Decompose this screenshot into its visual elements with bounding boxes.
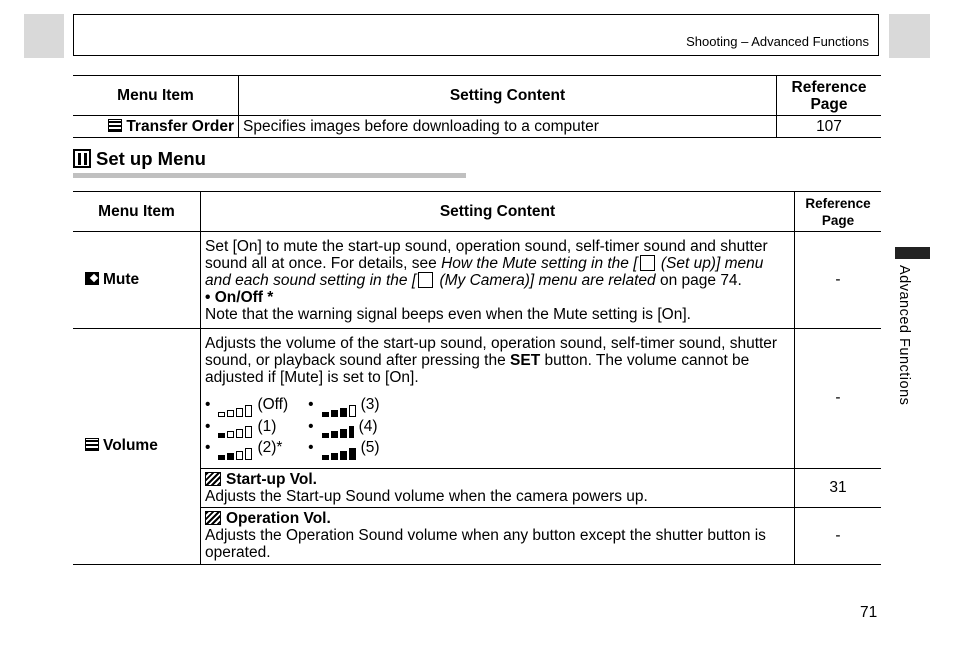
bullet: •: [205, 396, 211, 413]
my-camera-icon: [418, 272, 433, 288]
bullet: •: [308, 417, 314, 435]
volume-level-5-icon: [322, 439, 358, 460]
mute-italic-a: How the Mute setting in the [: [441, 255, 638, 272]
menu-item-label: Transfer Order: [126, 117, 234, 135]
startup-desc: Adjusts the Start-up Sound volume when the camera powers up.: [205, 487, 648, 505]
side-tab-label: Advanced Functions: [896, 265, 912, 406]
startup-title: Start-up Vol.: [226, 470, 317, 488]
transfer-table: [73, 75, 881, 138]
menu-item-label: Mute: [103, 271, 140, 288]
side-tab-marker: [895, 247, 930, 259]
table-row: [73, 116, 881, 138]
mute-icon: [85, 272, 99, 285]
section-underline: [73, 173, 466, 178]
setting-content-cell: [201, 232, 795, 329]
setup-menu-icon: [640, 255, 655, 271]
mute-text-b: on page 74.: [655, 272, 742, 289]
setup-menu-icon: [73, 149, 91, 168]
list-item: [205, 438, 288, 460]
reference-page-cell: -: [795, 232, 882, 329]
volume-level-3-icon: [322, 396, 358, 417]
level-label: (Off): [257, 396, 289, 413]
corner-tab-left: [24, 14, 64, 58]
bullet: •: [205, 417, 211, 435]
level-label: (4): [358, 417, 378, 435]
section-title-text: Set up Menu: [96, 148, 206, 169]
corner-tab-right: [889, 14, 930, 58]
list-item: [308, 438, 379, 460]
section-title: [73, 148, 206, 170]
level-label: (3): [360, 396, 380, 413]
col-reference-page: Reference Page: [777, 76, 882, 116]
col-setting-content: Setting Content: [201, 192, 795, 232]
page-number: 71: [860, 604, 878, 621]
reference-page-cell: 107: [777, 116, 882, 138]
volume-icon: [85, 438, 99, 451]
level-label: (2)*: [257, 439, 283, 456]
volume-text-a: Adjusts the volume of the start-up sound, operation sound, self-timer sound, shutter sound, or playback sound after pressing the: [205, 335, 778, 369]
operation-vol-icon: [205, 511, 221, 525]
reference-page-cell: -: [795, 329, 882, 469]
header-text: Shooting – Advanced Functions: [686, 34, 869, 49]
set-word: SET: [510, 352, 541, 369]
menu-item-cell: [73, 232, 201, 329]
volume-levels-left: [205, 395, 288, 460]
volume-levels: [205, 395, 790, 460]
transfer-order-icon: [108, 119, 122, 132]
list-item: [205, 395, 288, 417]
volume-text-b: button. The volume cannot be adjusted if [Mute] is set to [On].: [205, 352, 750, 386]
mute-note: Note that the warning signal beeps even when the Mute setting is [On].: [205, 306, 691, 323]
operation-title: Operation Vol.: [226, 509, 331, 527]
startup-title-line: [205, 471, 790, 488]
col-menu-item: Menu Item: [73, 192, 201, 232]
reference-page-cell: 31: [795, 468, 882, 507]
setting-content-cell: [201, 507, 795, 564]
volume-level-1-icon: [218, 418, 254, 439]
level-label: (5): [360, 439, 380, 456]
level-label: (1): [257, 417, 277, 435]
setting-content-cell: Specifies images before downloading to a computer: [239, 116, 777, 138]
menu-item-cell: [73, 329, 201, 565]
list-item: [205, 417, 288, 439]
col-menu-item: Menu Item: [73, 76, 239, 116]
volume-level-2-icon: [218, 439, 254, 460]
list-item: [308, 395, 379, 417]
list-item: [308, 417, 379, 439]
mute-text-a: Set [On] to mute the start-up sound, operation sound, self-timer sound and shutter sound all at once. For details, see: [205, 238, 768, 272]
startup-vol-icon: [205, 472, 221, 486]
mute-italic-c: (My Camera)] menu are related: [435, 272, 656, 289]
reference-page-cell: -: [795, 507, 882, 564]
bullet: •: [308, 396, 314, 413]
operation-desc: Adjusts the Operation Sound volume when any button except the shutter button is operated.: [205, 526, 766, 561]
bullet: •: [308, 439, 314, 456]
mute-italic-b: (Set up)] menu and each sound setting in the [: [205, 255, 764, 289]
table-row-mute: [73, 232, 881, 329]
volume-level-4-icon: [322, 418, 356, 439]
menu-item-label: Volume: [103, 437, 158, 455]
volume-levels-right: [308, 395, 379, 460]
page-header: [73, 14, 879, 56]
setting-content-cell: [201, 329, 795, 469]
setting-content-cell: [201, 468, 795, 507]
mute-option-label: • On/Off *: [205, 289, 274, 306]
operation-title-line: [205, 510, 790, 527]
volume-level-off-icon: [218, 396, 254, 417]
setup-table: [73, 191, 881, 565]
table-row-volume: [73, 329, 881, 469]
menu-item-cell: [73, 116, 239, 138]
col-setting-content: Setting Content: [239, 76, 777, 116]
col-reference-page: Reference Page: [795, 192, 882, 232]
bullet: •: [205, 439, 211, 456]
